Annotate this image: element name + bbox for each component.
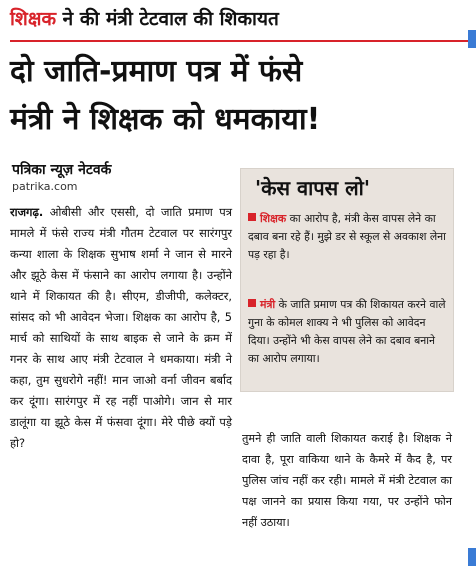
sidebar-item <box>248 296 448 368</box>
byline: पत्रिका न्यूज़ नेटवर्क <box>12 162 112 178</box>
bullet-square-icon <box>248 299 256 307</box>
headline-line-2: मंत्री ने शिक्षक को धमकाया! <box>10 102 321 137</box>
sidebar-item-term: मंत्री <box>260 298 276 311</box>
sidebar-title: 'केस वापस लो' <box>255 176 370 200</box>
sidebar-item-term: शिक्षक <box>260 212 287 225</box>
sidebar-item-text: के जाति प्रमाण पत्र की शिकायत करने वाले गुना के कोमल शाक्य ने भी पुलिस को आवेदन दिया। उन्होंने भी केस वापस लेने का दबाव बनाने का आरोप लगाया। <box>248 298 446 365</box>
article-body-left <box>10 202 232 454</box>
kicker <box>10 4 279 34</box>
sidebar-item-text: का आरोप है, मंत्री केस वापस लेने का दबाव बना रहे हैं। मुझे डर से स्कूल से अवकाश लेना पड़ रहा है। <box>248 212 446 261</box>
body-text-left: ओबीसी और एससी, दो जाति प्रमाण पत्र मामले में फंसे राज्य मंत्री गौतम टेटवाल पर सारंगपुर कन्या शाला के शिक्षक सुभाष शर्मा ने जान से मारने और झूठे केस में फंसाने का आरोप लगाया है। उन्होंने थाने में शिकायत की है। सीएम, डीजीपी, कलेक्टर, सांसद को भी आवेदन भेजा। शिक्षक का आरोप है, 5 मार्च को साथियों के साथ बाइक से जाने के क्रम में गनर के साथ आए मंत्री टेटवाल ने धमकाया। मंत्री ने कहा, तुम सुधरोगे नहीं! मान जाओ वर्ना जीवन बर्बाद कर दूंगा। सारंगपुर में रह नहीं पाओगे। जान से मार डालूंगा या झूठे केस में फंसवा दूंगा। मेरे पीछे क्यों पड़े हो? <box>10 205 232 450</box>
sidebar-item <box>248 210 448 264</box>
article-body-right <box>242 428 452 533</box>
edge-marker <box>468 30 476 48</box>
bullet-square-icon <box>248 213 256 221</box>
site-url: patrika.com <box>12 180 78 193</box>
dateline: राजगढ़. <box>10 205 44 219</box>
kicker-highlight: शिक्षक <box>10 8 57 30</box>
headline <box>10 48 320 144</box>
kicker-divider <box>10 40 472 42</box>
headline-line-1: दो जाति-प्रमाण पत्र में फंसे <box>10 54 303 89</box>
body-text-right: तुमने ही जाति वाली शिकायत कराई है। शिक्षक ने दावा है, पूरा वाकिया थाने के कैमरे में कैद है, पर पुलिस जांच नहीं कर रही। मामले में मंत्री टेटवाल का पक्ष जानने का प्रयास किया गया, पर उन्होंने फोन नहीं उठाया। <box>242 432 452 529</box>
edge-marker <box>468 548 476 566</box>
kicker-text: ने की मंत्री टेटवाल की शिकायत <box>56 8 279 30</box>
